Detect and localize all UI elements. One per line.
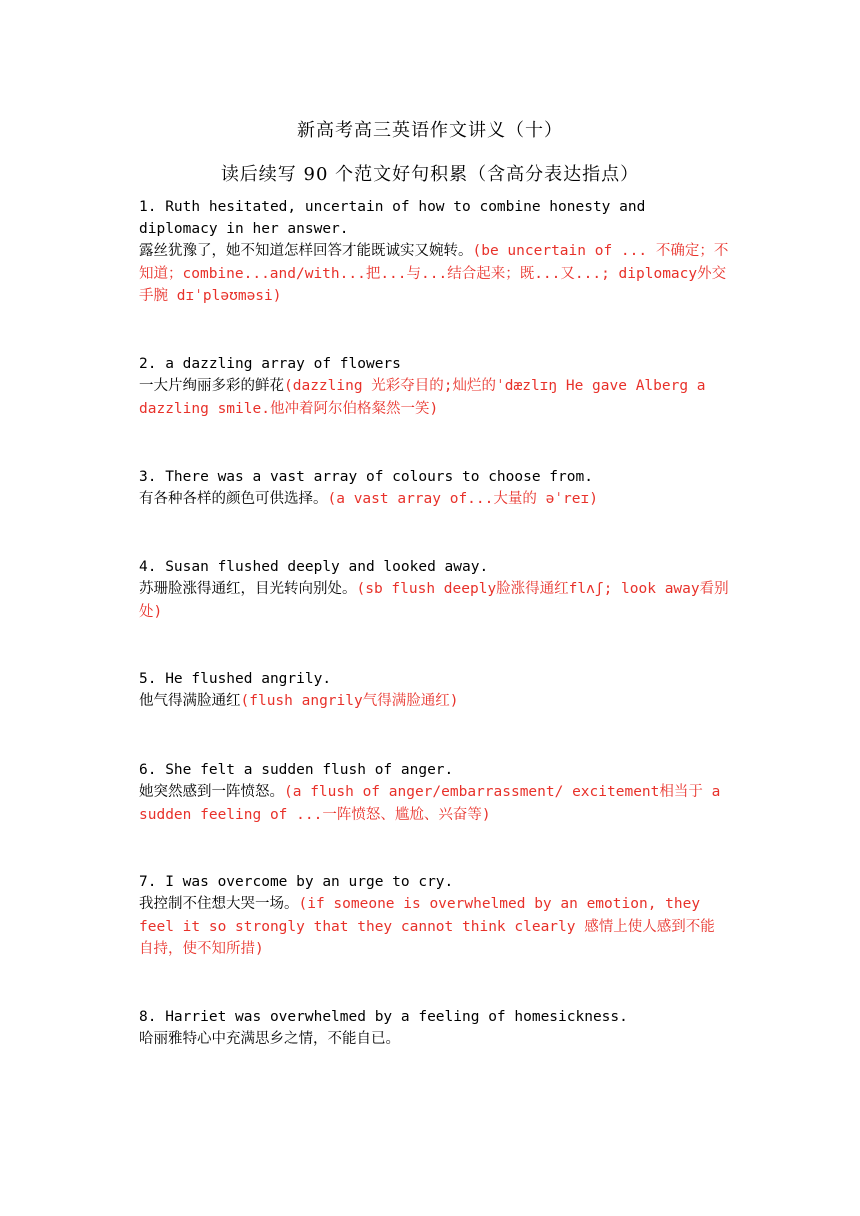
sentence-entry-1 [139,196,729,308]
annotation-note: (flush angrily气得满脸通红) [240,693,459,709]
chinese-translation-block [139,240,729,308]
sentence-entry-4 [139,556,729,623]
annotation-note: (a vast array of...大量的 əˈreɪ) [327,491,598,507]
document-title: 新高考高三英语作文讲义（十） [297,120,563,141]
annotation-note: (dazzling 光彩夺目的;灿烂的ˈdæzlɪŋ He gave Alberg a dazzling smile.他冲着阿尔伯格粲然一笑) [139,378,706,417]
chinese-translation-block [139,781,729,826]
english-sentence: 5. He flushed angrily. [139,671,332,687]
chinese-translation-block [139,690,729,713]
chinese-translation-block [139,488,729,511]
chinese-translation: 一大片绚丽多彩的鲜花 [139,378,284,394]
english-sentence: 2. a dazzling array of flowers [139,356,401,372]
sentence-entry-3 [139,466,729,511]
annotation-note: (sb flush deeply脸涨得通红flʌʃ; look away看别处) [139,581,729,620]
chinese-translation: 苏珊脸涨得通红，目光转向别处。 [139,581,357,597]
chinese-translation-block [139,375,729,420]
chinese-translation-block [139,578,729,623]
english-sentence: 6. She felt a sudden flush of anger. [139,762,454,778]
english-sentence: 4. Susan flushed deeply and looked away. [139,559,489,575]
english-sentence: 8. Harriet was overwhelmed by a feeling of homesickness. [139,1009,628,1025]
annotation-note: (be uncertain of ... 不确定；不知道；combine...and/with...把...与...结合起来；既...又...; diplomacy外交手腕 dɪˈpləʊməsi) [139,243,729,304]
chinese-translation-block [139,893,729,961]
annotation-note: (a flush of anger/embarrassment/ excitement相当于 a sudden feeling of ...一阵愤怒、尴尬、兴奋等) [139,784,721,823]
sentence-entry-6 [139,759,729,826]
english-sentence: 3. There was a vast array of colours to choose from. [139,469,593,485]
sentence-entry-7 [139,871,729,961]
chinese-translation: 我控制不住想大哭一场。 [139,896,299,912]
chinese-translation: 他气得满脸通红 [139,693,241,709]
chinese-translation: 她突然感到一阵愤怒。 [139,784,284,800]
chinese-translation: 哈丽雅特心中充满思乡之情，不能自已。 [139,1031,400,1047]
annotation-note: (if someone is overwhelmed by an emotion, they feel it so strongly that they cannot think clearly 感情上使人感到不能自持，使不知所措) [139,896,715,957]
chinese-translation: 有各种各样的颜色可供选择。 [139,491,328,507]
document-subtitle: 读后续写 90 个范文好句积累（含高分表达指点） [220,164,640,185]
chinese-translation: 露丝犹豫了，她不知道怎样回答才能既诚实又婉转。 [139,243,473,259]
english-sentence: 7. I was overcome by an urge to cry. [139,874,454,890]
chinese-translation-block [139,1028,729,1051]
sentence-entry-5 [139,668,729,713]
sentence-entry-8 [139,1006,729,1051]
sentence-entry-2 [139,353,729,420]
english-sentence: 1. Ruth hesitated, uncertain of how to combine honesty and diplomacy in her answer. [139,199,646,237]
